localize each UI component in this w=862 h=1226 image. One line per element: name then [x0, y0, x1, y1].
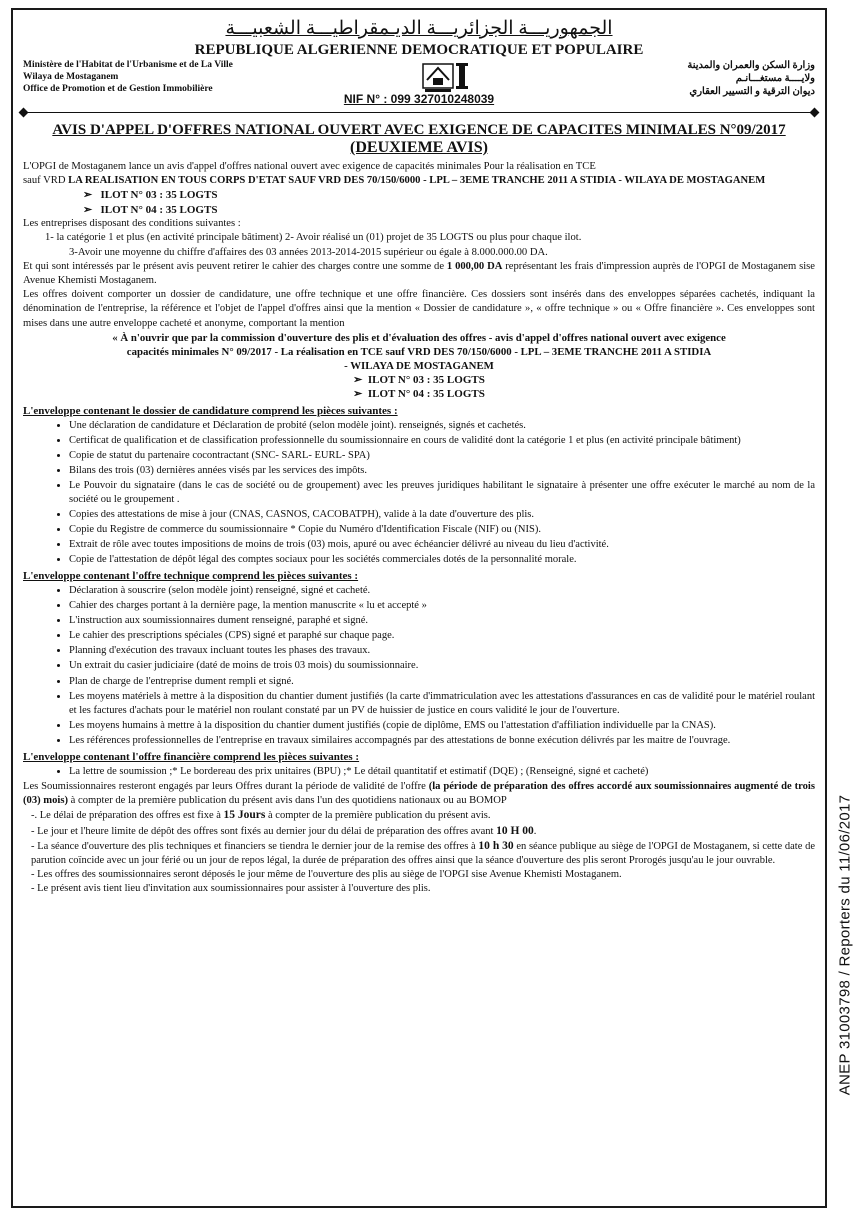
- nif-number: NIF N° : 099 327010248039: [343, 91, 495, 106]
- list-item: • Copie de statut du partenaire cocontractant (SNC- SARL- EURL- SPA): [69, 449, 815, 463]
- ilot-item: ➢ ILOT N° 04 : 35 LOGTS: [83, 203, 218, 216]
- technique-section-title: L'enveloppe contenant l'offre technique comprend les pièces suivantes :: [23, 570, 359, 583]
- intro-line-2: sauf VRD LA REALISATION EN TOUS CORPS D'ETAT SAUF VRD DES 70/150/6000 - LPL – 3EME TRANCHE 2011 A STIDIA - WILAYA DE MOSTAGANEM: [23, 174, 766, 186]
- invitation-line: - Le présent avis tient lieu d'invitation aux soumissionnaires pour assister à l'ouverture des plis.: [31, 883, 431, 895]
- list-item: • Plan de charge de l'entreprise dument rempli et signé.: [69, 675, 815, 689]
- list-item: • Les moyens matériels à mettre à la disposition du chantier dument justifiés (la carte d'immatriculation avec les attestations d'assurances en cas de validité pour le matériel roulant et les factures d'achats pour le matériel non roulant constaté par un PV de huissier de justice en cours validité le jour de l'ouverture.: [69, 690, 815, 718]
- list-item: • Déclaration à souscrire (selon modèle joint) renseigné, signé et cacheté.: [69, 584, 815, 598]
- financiere-section-title: L'enveloppe contenant l'offre financière comprend les pièces suivantes :: [23, 750, 360, 763]
- header-divider: [23, 112, 815, 113]
- candidature-list: [23, 419, 815, 568]
- ministry-block-ar: [575, 59, 815, 98]
- notice-title: AVIS D'APPEL D'OFFRES NATIONAL OUVERT AVEC EXIGENCE DE CAPACITES MINIMALES N°09/2017: [52, 121, 786, 138]
- publication-reference-text: ANEP 31003798 / Reporters du 11/06/2017: [836, 794, 854, 1096]
- office-line: Office de Promotion et de Gestion Immobilière: [23, 84, 213, 95]
- list-item: • Cahier des charges portant à la dernière page, la mention manuscrite « lu et accepté »: [69, 599, 815, 613]
- validity-paragraph: Les Soumissionnaires resteront engagés par leurs Offres durant la période de validité de l'offre (la période de préparation des offres accordé aux soumissionnaires augmenté de trois (03) mois) à compter de la première publication du présent avis dans l'un des quotidiens nationaux ou au BOMOP: [23, 780, 815, 806]
- list-item: • Le Pouvoir du signataire (dans le cas de société ou de groupement) avec les preuves juridiques habilitant le signataire à présenter une offre exécuter le marché au nom de la société ou le groupement .: [69, 479, 815, 507]
- list-item: • Copie de l'attestation de dépôt légal des comptes sociaux pour les sociétés commerciales dotés de la personnalité morale.: [69, 553, 815, 567]
- list-item: • Les références professionnelles de l'entreprise en travaux similaires accompagnés par des attestations de bonne exécution délivrés par les maitre de l'ouvrage.: [69, 734, 815, 748]
- ilot-item: ➢ ILOT N° 04 : 35 LOGTS: [353, 388, 485, 401]
- french-republic-title: REPUBLIQUE ALGERIENNE DEMOCRATIQUE ET POPULAIRE: [194, 41, 644, 58]
- intro-line-1: L'OPGI de Mostaganem lance un avis d'appel d'offres national ouvert avec exigence de capacités minimales Pour la réalisation en TCE: [23, 160, 596, 172]
- wilaya-line-ar: ولايــــة مستغـــانـم: [735, 72, 815, 84]
- condition-3: 3-Avoir une moyenne du chiffre d'affaires des 03 années 2013-2014-2015 supérieur ou égale à 8.000.000.00 DA.: [69, 246, 548, 258]
- ministry-block-fr: [23, 59, 323, 96]
- condition-1-2: 1- la catégorie 1 et plus (en activité principale bâtiment) 2- Avoir réalisé un (01) projet de 35 LOGTS ou plus pour chaque ilot.: [45, 232, 582, 244]
- tender-notice: [11, 8, 827, 1208]
- opening-session-line: - La séance d'ouverture des plis techniques et financiers se tiendra le dernier jour de la remise des offres à 10 h 30 en séance publique au siège de l'OPGI de Mostaganem, si cette date de parution coïncide avec un jour férié ou un jour de repos légal, la durée de préparation des offres ainsi que la séance d'ouverture des plis seront Prorogés jusqu'au le jour ouvrable.: [31, 839, 815, 867]
- list-item: • Certificat de qualification et de classification professionnelle du soumissionnaire en cours de validité dont la catégorie 1 et plus (en activité principale bâtiment): [69, 434, 815, 448]
- list-item: • Un extrait du casier judiciaire (daté de moins de trois 03 mois) du soumissionnaire.: [69, 659, 815, 673]
- ministry-line: Ministère de l'Habitat de l'Urbanisme et de La Ville: [23, 59, 233, 70]
- list-item: • Copie du Registre de commerce du soumissionnaire * Copie du Numéro d'Identification Fiscale (NIF) ou (NIS).: [69, 523, 815, 537]
- list-item: • Planning d'exécution des travaux incluant toutes les phases des travaux.: [69, 644, 815, 658]
- envelopes-paragraph: Les offres doivent comporter un dossier de candidature, une offre technique et une offre financière. Ces dossiers sont insérés dans des enveloppes séparées cachetés, indiquant la dénomination de l'entreprise, la référence et l'objet de l'appel d'offres ainsi que la mention « Dossier de candidature », « offre technique » ou « Offre financière ». Ces enveloppes sont mises dans une autre enveloppe cacheté et anonyme, comportant la mention: [23, 289, 815, 329]
- list-item: • Extrait de rôle avec toutes impositions de moins de trois (03) mois, apuré ou avec échéancier délivré au niveau du lieu d'activité.: [69, 538, 815, 552]
- ilot-item: ➢ ILOT N° 03 : 35 LOGTS: [83, 189, 218, 202]
- list-item: • L'instruction aux soumissionnaires dument renseigné, paraphé et signé.: [69, 614, 815, 628]
- conditions-lead: Les entreprises disposant des conditions suivantes :: [23, 218, 241, 230]
- deposit-place-line: - Les offres des soumissionnaires seront déposés le jour même de l'ouverture des plis au siège de l'OPGI sise Avenue Khemisti Mostaganem.: [31, 869, 622, 881]
- opgi-logo-icon: [419, 59, 479, 95]
- office-line-ar: ديوان الترقية و التسيير العقاري: [689, 85, 815, 97]
- notice-subtitle: (DEUXIEME AVIS): [350, 138, 488, 156]
- list-item: • La lettre de soumission ;* Le bordereau des prix unitaires (BPU) ;* Le détail quantitatif et estimatif (DQE) ; (Renseigné, signé et cacheté): [69, 765, 815, 779]
- envelope-mention: « À n'ouvrir que par la commission d'ouverture des plis et d'évaluation des offres - avis d'appel d'offres national ouvert avec exigence capacités minimales N° 09/2017 - La réalisation en TCE sauf VRD DES 70/150/6000 - LPL – 3EME TRANCHE 2011 A STIDIA - WILAYA DE MOSTAGANEM: [112, 331, 726, 372]
- list-item: • Copies des attestations de mise à jour (CNAS, CASNOS, CACOBATPH), valide à la date d'ouverture des plis.: [69, 508, 815, 522]
- financiere-list: [23, 765, 815, 779]
- list-item: • Les moyens humains à mettre à la disposition du chantier dument justifiés (copie de diplôme, EMS ou l'attestation d'affiliation individuelle par la CNAS).: [69, 719, 815, 733]
- ilot-item: ➢ ILOT N° 03 : 35 LOGTS: [353, 373, 485, 386]
- technique-list: [23, 584, 815, 748]
- list-item: • Une déclaration de candidature et Déclaration de probité (selon modèle joint). renseignés, signés et cachetés.: [69, 419, 815, 433]
- arabic-republic-title: الجمهوريـــة الجزائريـــة الديـمقراطيـــة الشعبيـــة: [225, 18, 613, 39]
- ministry-line-ar: وزارة السكن والعمران والمدينة: [687, 59, 815, 71]
- wilaya-line: Wilaya de Mostaganem: [23, 72, 119, 83]
- withdraw-paragraph: Et qui sont intéressés par le présent avis peuvent retirer le cahier des charges contre une somme de 1 000,00 DA représentant les frais d'impression auprès de l'OPGI de Mostaganem sise Avenue Khemisti Mostaganem.: [23, 260, 815, 286]
- deadline-line: -. Le délai de préparation des offres est fixe à 15 Jours à compter de la première publication du présent avis.: [31, 809, 491, 822]
- publication-reference: [832, 680, 858, 1210]
- candidature-section-title: L'enveloppe contenant le dossier de candidature comprend les pièces suivantes :: [23, 404, 398, 417]
- deposit-time-line: - Le jour et l'heure limite de dépôt des offres sont fixés au dernier jour du délai de préparation des offres avant 10 H 00.: [31, 824, 537, 837]
- list-item: • Bilans des trois (03) dernières années visés par les services des impôts.: [69, 464, 815, 478]
- list-item: • Le cahier des prescriptions spéciales (CPS) signé et paraphé sur chaque page.: [69, 629, 815, 643]
